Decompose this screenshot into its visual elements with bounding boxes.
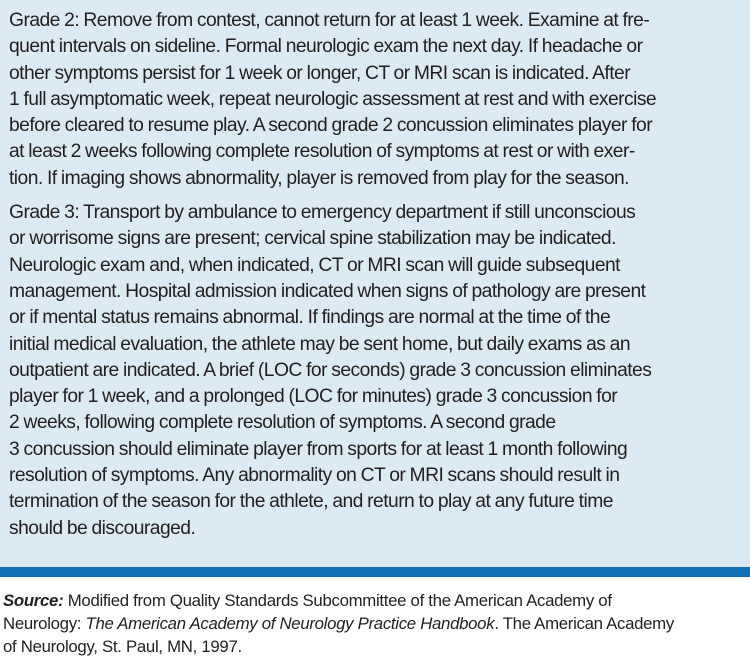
source-note xyxy=(3,589,747,659)
text-line: other symptoms persist for 1 week or longer, CT or MRI scan is indicated. After xyxy=(9,62,631,84)
text-line: resolution of symptoms. Any abnormality on CT or MRI scans should result in xyxy=(9,465,620,487)
source-label: Source: xyxy=(3,591,64,610)
text-line: at least 2 weeks following complete resolution of symptoms at rest or with exer- xyxy=(9,141,635,163)
text-line: player for 1 week, and a prolonged (LOC for minutes) grade 3 concussion for xyxy=(9,386,618,408)
text-line: 2 weeks, following complete resolution of symptoms. A second grade xyxy=(9,412,556,434)
text-line: should be discouraged. xyxy=(9,517,196,539)
text-line: outpatient are indicated. A brief (LOC for seconds) grade 3 concussion eliminates xyxy=(9,359,652,381)
text-line: Grade 2: Remove from contest, cannot return for at least 1 week. Examine at fre- xyxy=(9,10,650,31)
source-line-3: of Neurology, St. Paul, MN, 1997. xyxy=(3,637,242,657)
text-line: management. Hospital admission indicated when signs of pathology are present xyxy=(9,280,646,302)
text-line: termination of the season for the athlete, and return to play at any future time xyxy=(9,491,613,513)
source-text: Neurology: xyxy=(3,614,86,634)
text-line: Neurologic exam and, when indicated, CT or MRI scan will guide subsequent xyxy=(9,254,620,276)
table-bottom-rule xyxy=(0,567,750,577)
source-line-2 xyxy=(3,612,747,635)
text-line: or worrisome signs are present; cervical spine stabilization may be indicated. xyxy=(9,228,616,250)
text-line: 3 concussion should eliminate player from sports for at least 1 month following xyxy=(9,438,628,460)
text-line: quent intervals on sideline. Formal neurologic exam the next day. If headache or xyxy=(9,36,643,58)
text-line: or if mental status remains abnormal. If findings are normal at the time of the xyxy=(9,307,611,329)
grade-3-entry xyxy=(9,200,740,542)
book-title: The American Academy of Neurology Practice Handbook xyxy=(85,614,495,634)
source-text: . The American Academy xyxy=(494,614,674,634)
text-line: initial medical evaluation, the athlete may be sent home, but daily exams as an xyxy=(9,333,630,355)
source-line-1 xyxy=(3,589,747,612)
text-line: Grade 3: Transport by ambulance to emergency department if still unconscious xyxy=(9,202,636,224)
text-line: tion. If imaging shows abnormality, player is removed from play for the season. xyxy=(9,167,629,189)
grade-2-entry xyxy=(9,8,740,192)
source-text: Modified from Quality Standards Subcommittee of the American Academy of xyxy=(63,591,612,610)
text-line: 1 full asymptomatic week, repeat neurologic assessment at rest and with exercise xyxy=(9,88,657,110)
text-line: before cleared to resume play. A second grade 2 concussion eliminates player for xyxy=(9,115,653,137)
